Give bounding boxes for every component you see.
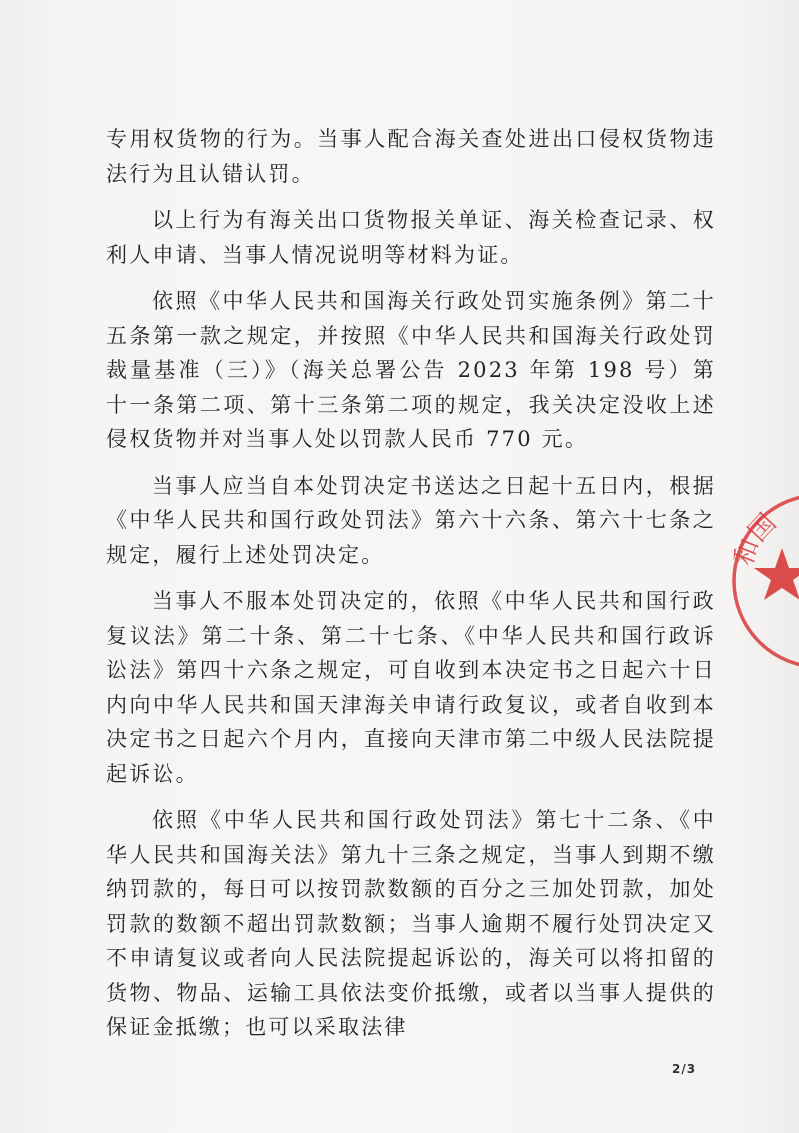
paragraph-4: 当事人应当自本处罚决定书送达之日起十五日内，根据《中华人民共和国行政处罚法》第六十六条、第六十七条之规定，履行上述处罚决定。 bbox=[106, 473, 716, 567]
paragraph-6: 依照《中华人民共和国行政处罚法》第七十二条、《中华人民共和国海关法》第九十三条之规定，当事人到期不缴纳罚款的，每日可以按罚款数额的百分之三加处罚款，加处罚款的数额不超出罚款数额；当事人逾期不履行处罚决定又不申请复议或者向人民法院提起诉讼的，海关可以将扣留的货物、物品、运输工具依法变价抵缴，或者以当事人提供的保证金抵缴；也可以采取法律 bbox=[106, 808, 716, 1039]
paragraph-1: 专用权货物的行为。当事人配合海关查处进出口侵权货物违法行为且认错认罚。 bbox=[106, 127, 716, 186]
official-seal-stamp bbox=[720, 486, 799, 666]
seal-arc-text: 和国 bbox=[728, 508, 783, 571]
document-body bbox=[106, 122, 716, 1045]
page-number: 2/3 bbox=[672, 1062, 697, 1076]
paragraph-3: 依照《中华人民共和国海关行政处罚实施条例》第二十五条第一款之规定，并按照《中华人民共和国海关行政处罚裁量基准（三）》（海关总署公告 2023 年第 198 号）第十一条第二项、第十三条第二项的规定，我关决定没收上述侵权货物并对当事人处以罚款人民币 770 元。 bbox=[106, 289, 716, 451]
paragraph-2: 以上行为有海关出口货物报关单证、海关检查记录、权利人申请、当事人情况说明等材料为证。 bbox=[106, 208, 716, 267]
paragraph-5: 当事人不服本处罚决定的，依照《中华人民共和国行政复议法》第二十条、第二十七条、《中华人民共和国行政诉讼法》第四十六条之规定，可自收到本决定书之日起六十日内向中华人民共和国天津海关申请行政复议，或者自收到本决定书之日起六个月内，直接向天津市第二中级人民法院提起诉讼。 bbox=[106, 589, 716, 786]
